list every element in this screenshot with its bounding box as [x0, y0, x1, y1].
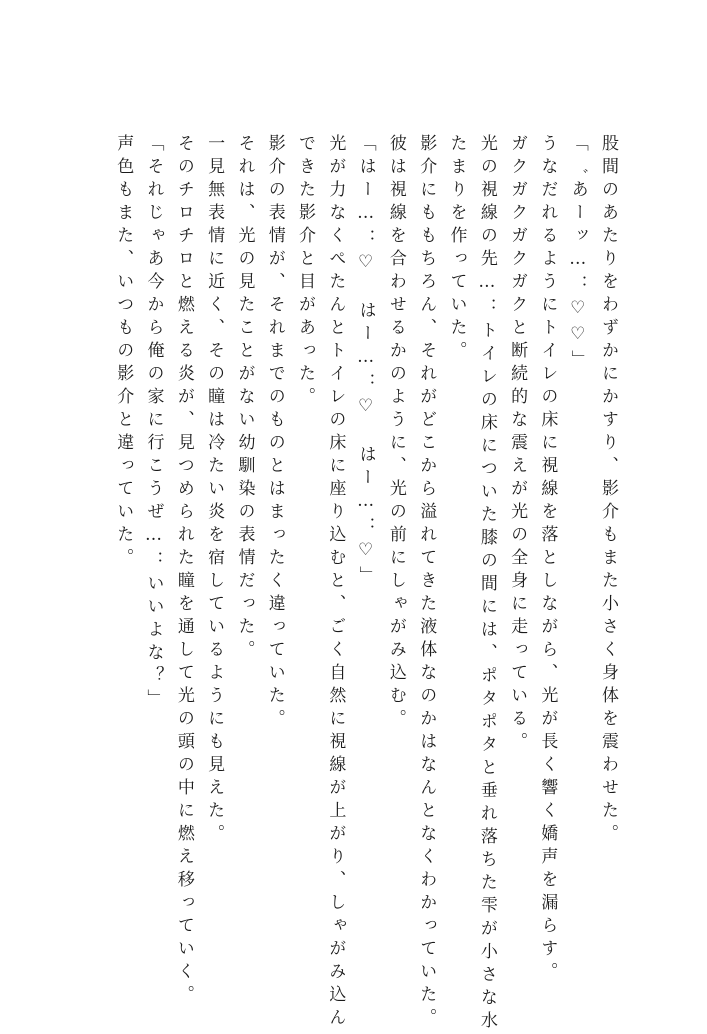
text-line: 一見無表情に近く、その瞳は冷たい炎を宿しているようにも見えた。	[204, 134, 225, 847]
text-line: 光の視線の先…：トイレの床についた膝の間には、ポタポタと垂れ落ちた雫が小さな水	[476, 134, 497, 1034]
text-line: それは、光の見たことがない幼馴染の表情だった。	[234, 134, 255, 663]
text-line: 股間のあたりをわずかにかすり、影介もまた小さく身体を震わせた。	[598, 134, 618, 847]
text-line: ガクガクガクガクと断続的な震えが光の全身に走っている。	[507, 134, 528, 755]
text-line: 光が力なくぺたんとトイレの床に座り込むと、ごく自然に視線が上がり、しゃがみ込ん	[325, 134, 346, 1031]
text-line: 「はー…：♡ はー…：♡ はー…：♡」	[355, 134, 376, 589]
text-line: できた影介と目があった。	[295, 134, 316, 410]
text-line: 影介の表情が、それまでのものとはまったく違っていた。	[264, 134, 285, 732]
text-line: 影介にももちろん、それがどこから溢れてきた液体なのかはなんとなくわかっていた。	[416, 134, 437, 1031]
text-line: そのチロチロと燃える炎が、見つめられた瞳を通して光の頭の中に燃え移っていく。	[173, 134, 194, 1008]
text-line: 声色もまた、いつもの影介と違っていた。	[113, 134, 134, 571]
text-line: うなだれるようにトイレの床に視線を落としながら、光が長く響く嬌声を漏らす。	[537, 134, 558, 985]
vertical-text-body	[108, 134, 623, 1034]
text-line: たまりを作っていた。	[446, 134, 467, 364]
text-line: 彼は視線を合わせるかのように、光の前にしゃがみ込む。	[385, 134, 406, 732]
text-line: 「゛あーッ…：♡♡」	[567, 134, 588, 373]
text-line: 「それじゃあ今から俺の家に行こうぜ…：いいよな？」	[143, 134, 164, 712]
